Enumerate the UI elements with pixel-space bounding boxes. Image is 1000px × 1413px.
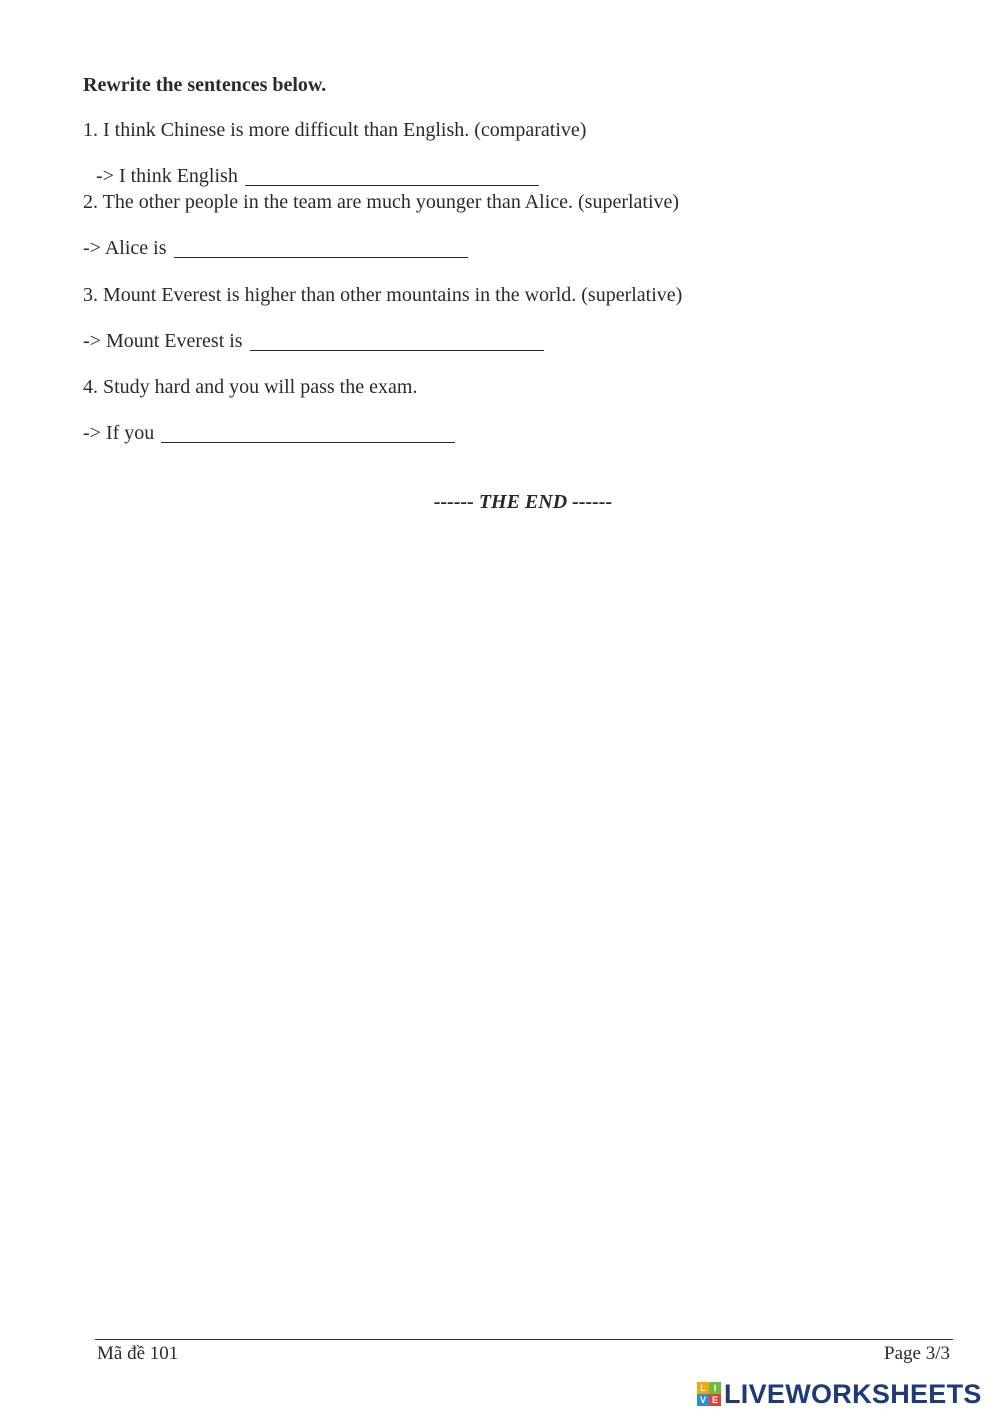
footer-divider <box>95 1339 953 1340</box>
liveworksheets-logo-text: LIVEWORKSHEETS <box>724 1379 982 1409</box>
footer-page-number: Page 3/3 <box>884 1343 950 1364</box>
question-1-answer-row <box>96 164 539 188</box>
question-2-answer-prefix: -> Alice is <box>83 237 167 259</box>
question-4-answer-blank[interactable] <box>161 422 455 443</box>
question-4-answer-prefix: -> If you <box>83 422 155 444</box>
logo-mark-v: V <box>697 1394 709 1406</box>
question-3-answer-prefix: -> Mount Everest is <box>83 330 243 352</box>
liveworksheets-logo[interactable] <box>697 1378 982 1410</box>
question-3-answer-row <box>83 329 544 353</box>
question-1-answer-prefix: -> I think English <box>96 165 238 187</box>
question-2-prompt: 2. The other people in the team are much younger than Alice. (superlative) <box>83 191 680 213</box>
worksheet-heading: Rewrite the sentences below. <box>83 74 327 96</box>
logo-mark-l: L <box>697 1382 709 1394</box>
logo-mark-e: E <box>709 1394 721 1406</box>
question-3-answer-blank[interactable] <box>250 330 544 351</box>
question-4-answer-row <box>83 421 455 445</box>
liveworksheets-logo-icon <box>697 1382 721 1406</box>
question-4-prompt: 4. Study hard and you will pass the exam. <box>83 376 418 398</box>
logo-mark-i: I <box>709 1382 721 1394</box>
question-2-answer-blank[interactable] <box>174 237 468 258</box>
end-marker: ------ THE END ------ <box>433 491 613 513</box>
question-1-prompt: 1. I think Chinese is more difficult than English. (comparative) <box>83 119 587 141</box>
footer-exam-code: Mã đề 101 <box>97 1343 179 1364</box>
question-2-answer-row <box>83 236 468 260</box>
question-1-answer-blank[interactable] <box>245 165 539 186</box>
question-3-prompt: 3. Mount Everest is higher than other mountains in the world. (superlative) <box>83 284 683 306</box>
